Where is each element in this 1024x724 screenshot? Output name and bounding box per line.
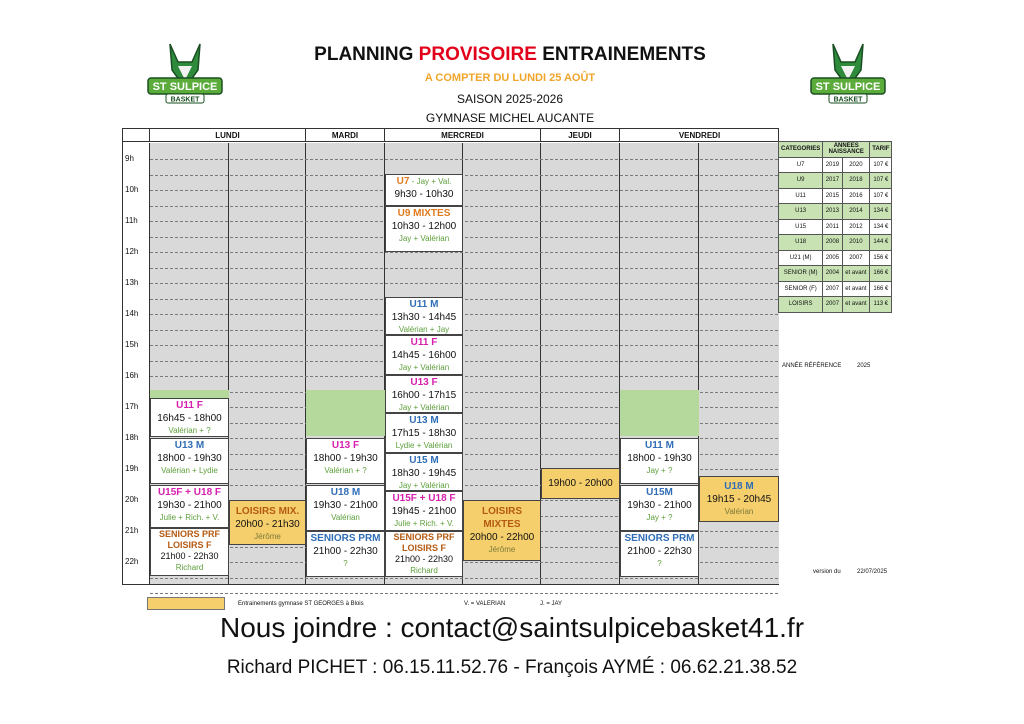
category-cell-y2: et avant — [842, 281, 870, 297]
category-cell-y2: 2010 — [842, 235, 870, 251]
page-title: PLANNING PROVISOIRE ENTRAINEMENTS — [314, 44, 706, 65]
category-cell-cat: U9 — [779, 173, 823, 189]
session-seniors-prf-mer: SENIORS PRF LOISIRS F 21h00 - 22h30 Richard — [385, 531, 463, 577]
hour-label: 21h — [125, 526, 139, 535]
category-cell-cat: LOISIRS — [779, 297, 823, 313]
hour-label: 19h — [125, 464, 139, 473]
category-cell-tarif: 156 € — [870, 250, 892, 266]
category-cell-cat: U18 — [779, 235, 823, 251]
grid-line — [150, 159, 778, 160]
category-cell-y1: 2004 — [823, 266, 842, 282]
session-u13m-lun: U13 M 18h00 - 19h30 Valérian + Lydie — [150, 438, 229, 484]
grid-line — [150, 221, 778, 222]
category-cell-tarif: 107 € — [870, 157, 892, 173]
day-header-mercredi: MERCREDI — [385, 129, 541, 142]
category-row — [779, 281, 892, 297]
green-highlight — [620, 390, 699, 436]
ref-year-value: 2025 — [857, 363, 871, 369]
grid-line — [150, 283, 778, 284]
grid-line — [150, 175, 778, 176]
category-cell-tarif: 144 € — [870, 235, 892, 251]
categories-table — [778, 141, 892, 313]
hour-label: 11h — [125, 216, 138, 225]
hour-label: 16h — [125, 371, 139, 380]
grid-line — [150, 206, 778, 207]
day-header-mardi: MARDI — [306, 129, 385, 142]
hour-label: 22h — [125, 557, 139, 566]
category-cell-tarif: 107 € — [870, 188, 892, 204]
session-u15m-mer: U15 M 18h30 - 19h45 Jay + Valérian — [385, 453, 463, 491]
day-header-jeudi: JEUDI — [541, 129, 620, 142]
hour-label: 10h — [125, 185, 139, 194]
category-cell-y1: 2011 — [823, 219, 842, 235]
category-cell-tarif: 113 € — [870, 297, 892, 313]
category-cell-y1: 2008 — [823, 235, 842, 251]
category-cell-y2: 2014 — [842, 204, 870, 220]
header-corner — [123, 129, 150, 142]
session-u11m-ven: U11 M 18h00 - 19h30 Jay + ? — [620, 438, 699, 484]
start-date: A COMPTER DU LUNDI 25 AOÛT — [424, 72, 596, 84]
session-seniors-prm-mar: SENIORS PRM 21h00 - 22h30 ? — [306, 531, 385, 577]
category-cell-y1: 2019 — [823, 157, 842, 173]
gym-name: GYMNASE MICHEL AUCANTE — [425, 111, 595, 125]
legend-yellow-text: Entrainements gymnase ST GEORGES à Blois — [238, 601, 364, 607]
svg-text:BASKET: BASKET — [833, 96, 863, 104]
day-header-vendredi: VENDREDI — [620, 129, 779, 142]
green-highlight — [150, 390, 229, 398]
version-label: version du — [813, 569, 841, 575]
schedule-grid — [122, 128, 779, 585]
hour-label: 20h — [125, 495, 139, 504]
category-cell-y2: 2012 — [842, 219, 870, 235]
hour-label: 17h — [125, 402, 139, 411]
hour-column — [123, 143, 150, 584]
session-u15f-u18f-lun: U15F + U18 F 19h30 - 21h00 Julie + Rich. + V. — [150, 485, 229, 528]
category-row — [779, 173, 892, 189]
category-cell-tarif: 166 € — [870, 266, 892, 282]
hour-label: 12h — [125, 247, 139, 256]
version-value: 22/07/2025 — [857, 569, 888, 575]
category-cell-y1: 2013 — [823, 204, 842, 220]
category-row — [779, 250, 892, 266]
session-u11f-lun: U11 F 16h45 - 18h00 Valérian + ? — [150, 398, 229, 437]
club-logo-right — [803, 40, 893, 112]
category-cell-cat: U11 — [779, 188, 823, 204]
category-row — [779, 204, 892, 220]
session-seniors-prm-ven: SENIORS PRM 21h00 - 22h30 ? — [620, 531, 699, 577]
category-cell-tarif: 134 € — [870, 204, 892, 220]
legend-j: J. = JAY — [540, 601, 563, 607]
contact-email: Nous joindre : contact@saintsulpicebasket41.fr — [219, 612, 805, 643]
category-cell-y2: 2016 — [842, 188, 870, 204]
category-cell-cat: SENIOR (F) — [779, 281, 823, 297]
session-u15f-u18f-mer: U15F + U18 F 19h45 - 21h00 Julie + Rich. + V. — [385, 491, 463, 531]
grid-line — [150, 345, 778, 346]
category-cell-tarif: 107 € — [870, 173, 892, 189]
session-u9-mixtes: U9 MIXTES 10h30 - 12h00 Jay + Valérian — [385, 206, 463, 252]
session-u11f-mer: U11 F 14h45 - 16h00 Jay + Valérian — [385, 335, 463, 375]
category-cell-y2: et avant — [842, 297, 870, 313]
grid-line — [150, 237, 778, 238]
category-cell-y1: 2015 — [823, 188, 842, 204]
session-u7: U7 - Jay + Val. 9h30 - 10h30 — [385, 174, 463, 206]
svg-text:BASKET: BASKET — [170, 96, 200, 104]
grid-line — [150, 299, 778, 300]
grid-line — [150, 268, 778, 269]
green-highlight — [306, 390, 385, 436]
season: SAISON 2025-2026 — [456, 92, 564, 106]
session-loisirs-mixtes: LOISIRS MIXTES 20h00 - 22h00 Jérôme — [463, 500, 541, 561]
category-cell-tarif: 134 € — [870, 219, 892, 235]
category-cell-cat: SENIOR (M) — [779, 266, 823, 282]
col-jeudi — [541, 143, 620, 584]
hour-label: 13h — [125, 278, 139, 287]
category-cell-y2: 2007 — [842, 250, 870, 266]
category-cell-tarif: 166 € — [870, 281, 892, 297]
category-row — [779, 157, 892, 173]
cat-header: CATEGORIES — [779, 142, 823, 158]
category-cell-cat: U7 — [779, 157, 823, 173]
category-cell-y1: 2005 — [823, 250, 842, 266]
years-header: ANNEES NAISSANCE — [823, 142, 870, 158]
tarif-header: TARIF — [870, 142, 892, 158]
category-cell-cat: U13 — [779, 204, 823, 220]
legend-v: V. = VALERIAN — [464, 601, 506, 607]
category-cell-y1: 2017 — [823, 173, 842, 189]
svg-text:ST SULPICE: ST SULPICE — [815, 81, 881, 93]
category-row — [779, 188, 892, 204]
hour-label: 14h — [125, 309, 139, 318]
category-cell-cat: U21 (M) — [779, 250, 823, 266]
category-cell-y1: 2007 — [823, 297, 842, 313]
hour-label: 15h — [125, 340, 139, 349]
session-u18m-ven: U18 M 19h15 - 20h45 Valérian — [699, 476, 779, 522]
hour-label: 18h — [125, 433, 139, 442]
hour-label: 9h — [125, 154, 134, 163]
grid-line — [150, 578, 778, 579]
session-u18m-mar: U18 M 19h30 - 21h00 Valérian — [306, 485, 385, 531]
contact-phones: Richard PICHET : 06.15.11.52.76 - François AYMÉ : 06.62.21.38.52 — [226, 657, 798, 678]
club-logo-left — [140, 40, 230, 112]
session-u15m-ven: U15M 19h30 - 21h00 Jay + ? — [620, 485, 699, 531]
category-cell-y1: 2007 — [823, 281, 842, 297]
grid-line — [150, 252, 778, 253]
grid-line — [150, 190, 778, 191]
session-loisirs-mix-lun: LOISIRS MIX. 20h00 - 21h30 Jérôme — [229, 500, 306, 545]
grid-line — [150, 376, 778, 377]
legend-swatch — [147, 597, 225, 610]
session-jeudi: 19h00 - 20h00 — [541, 468, 620, 499]
session-u13f-mar: U13 F 18h00 - 19h30 Valérian + ? — [306, 438, 385, 484]
grid-line — [150, 361, 778, 362]
category-cell-y2: et avant — [842, 266, 870, 282]
grid-line — [150, 593, 778, 594]
session-u13f-mer: U13 F 16h00 - 17h15 Jay + Valérian — [385, 375, 463, 413]
category-row — [779, 266, 892, 282]
ref-year-label: ANNÉE RÉFÉRENCE — [782, 363, 842, 369]
svg-text:ST SULPICE: ST SULPICE — [152, 81, 218, 93]
category-cell-y2: 2018 — [842, 173, 870, 189]
category-row — [779, 235, 892, 251]
category-cell-y2: 2020 — [842, 157, 870, 173]
day-header-lundi: LUNDI — [150, 129, 306, 142]
grid-line — [150, 314, 778, 315]
category-row — [779, 219, 892, 235]
grid-line — [150, 330, 778, 331]
session-seniors-prf-lun: SENIORS PRF LOISIRS F 21h00 - 22h30 Richard — [150, 528, 229, 576]
category-row — [779, 297, 892, 313]
session-u13m-mer: U13 M 17h15 - 18h30 Lydie + Valérian — [385, 413, 463, 453]
session-u11m-mer: U11 M 13h30 - 14h45 Valérian + Jay — [385, 297, 463, 335]
category-cell-cat: U15 — [779, 219, 823, 235]
